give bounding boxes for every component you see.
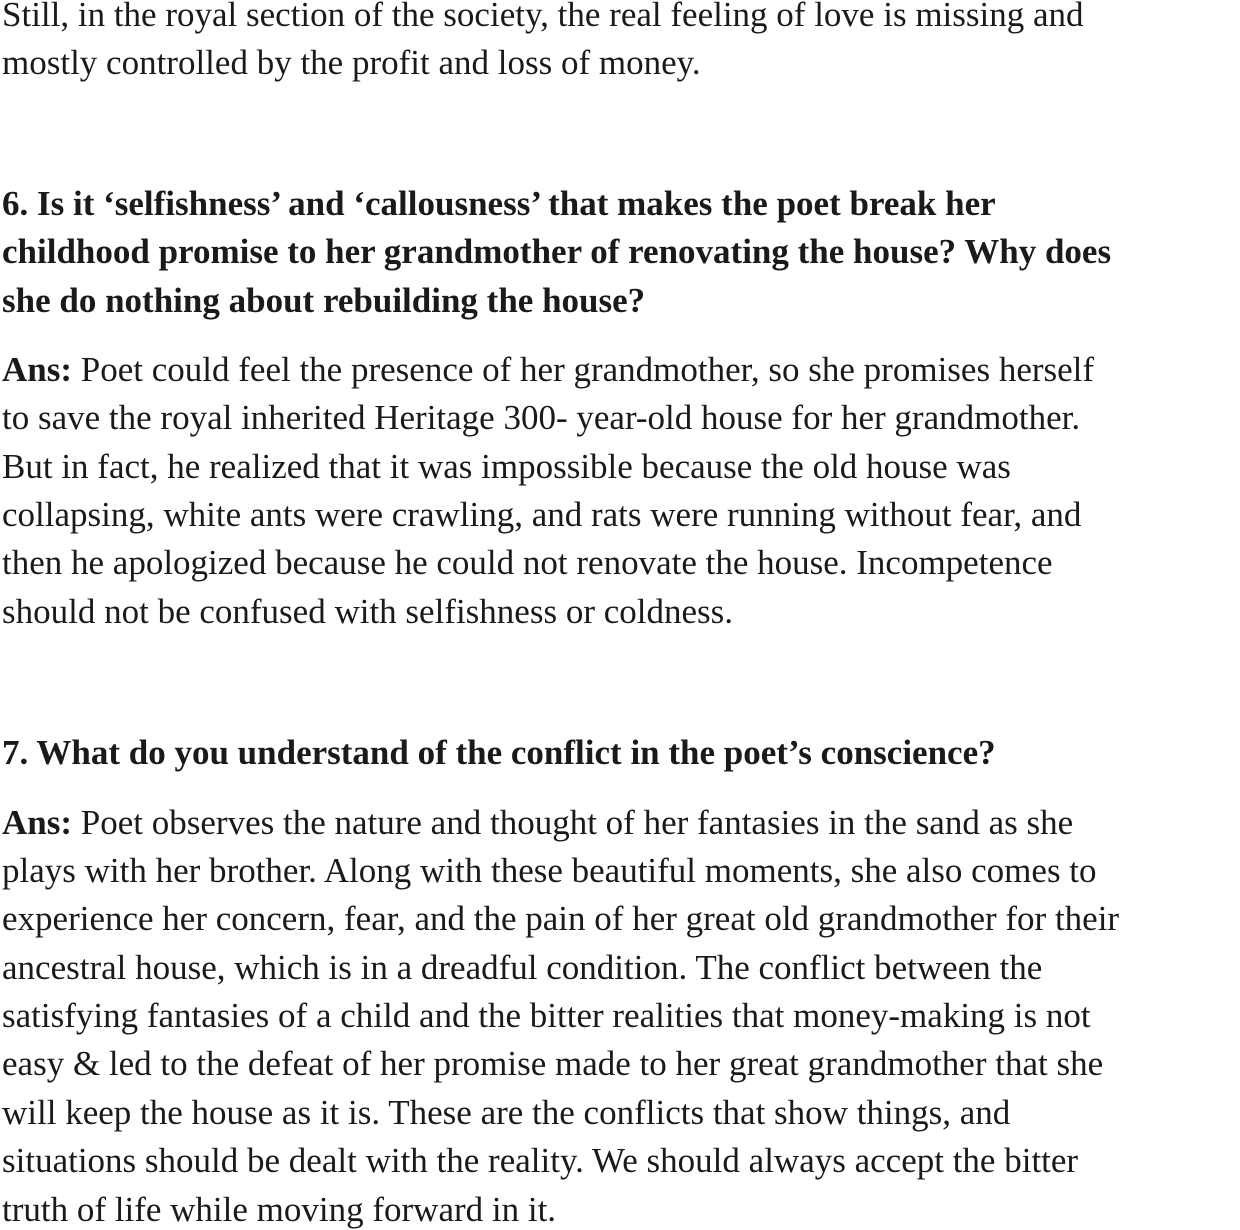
answer-6-line: to save the royal inherited Heritage 300- year-old house for her grandmother. — [2, 398, 1081, 437]
answer-6-line: Ans: Poet could feel the presence of her grandmother, so she promises herself — [2, 350, 1095, 389]
answer-7-line: will keep the house as it is. These are the conflicts that show things, and — [2, 1093, 1011, 1132]
answer-6-line: then he apologized because he could not renovate the house. Incompetence — [2, 543, 1053, 582]
answer-7-line: easy & led to the defeat of her promise made to her great grandmother that she — [2, 1044, 1104, 1083]
answer-6-line: collapsing, white ants were crawling, and rats were running without fear, and — [2, 495, 1082, 534]
question-6-line: she do nothing about rebuilding the house? — [2, 281, 646, 320]
question-7-line: 7. What do you understand of the conflict in the poet’s conscience? — [2, 733, 996, 772]
answer-7-line: plays with her brother. Along with these beautiful moments, she also comes to — [2, 851, 1097, 890]
answer-7-line: satisfying fantasies of a child and the bitter realities that money-making is not — [2, 996, 1091, 1035]
intro-line: mostly controlled by the profit and loss of money. — [2, 43, 701, 82]
question-6-line: 6. Is it ‘selfishness’ and ‘callousness’ that makes the poet break her — [2, 184, 996, 223]
answer-label: Ans: — [2, 803, 73, 842]
answer-7-line: experience her concern, fear, and the pain of her great old grandmother for their — [2, 899, 1120, 938]
answer-6-line: But in fact, he realized that it was impossible because the old house was — [2, 447, 1011, 486]
answer-7-line: Ans: Poet observes the nature and thought of her fantasies in the sand as she — [2, 803, 1074, 842]
answer-6-line: should not be confused with selfishness or coldness. — [2, 592, 734, 631]
answer-7-line: truth of life while moving forward in it. — [2, 1190, 557, 1229]
intro-line: Still, in the royal section of the society, the real feeling of love is missing and — [2, 0, 1084, 34]
answer-7-line: situations should be dealt with the reality. We should always accept the bitter — [2, 1141, 1079, 1180]
answer-7-line: ancestral house, which is in a dreadful condition. The conflict between the — [2, 948, 1043, 987]
answer-label: Ans: — [2, 350, 73, 389]
question-6-line: childhood promise to her grandmother of renovating the house? Why does — [2, 232, 1112, 271]
